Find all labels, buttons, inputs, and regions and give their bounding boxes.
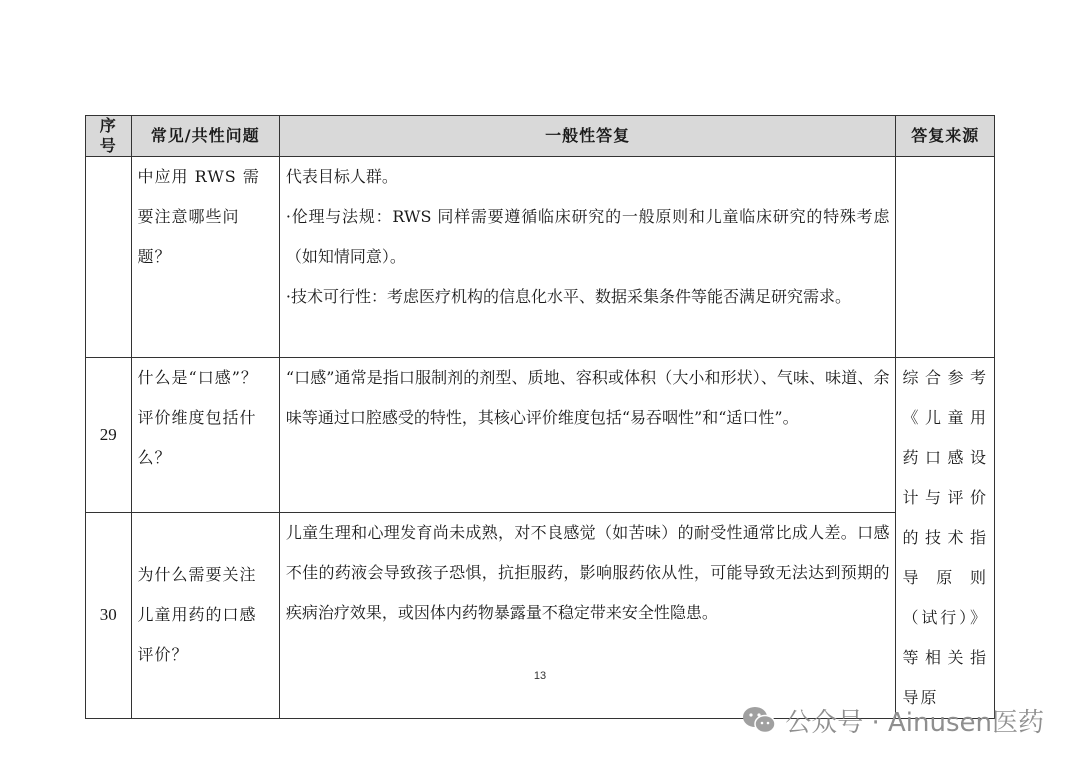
table-header-row (86, 116, 995, 157)
row-number: 29 (86, 358, 132, 513)
row-source: 综合参考《儿童用药口感设计与评价的技术指导原则（试行）》等相关指导原 (896, 358, 995, 719)
header-general-answer: 一般性答复 (279, 116, 896, 157)
header-serial-number: 序号 (86, 116, 132, 157)
row-question: 中应用 RWS 需要注意哪些问题？ (131, 157, 279, 358)
answer-paragraph: ·技术可行性：考虑医疗机构的信息化水平、数据采集条件等能否满足研究需求。 (285, 287, 851, 306)
page-number: 13 (533, 670, 547, 682)
row-number (86, 157, 132, 358)
row-source (896, 157, 995, 358)
wechat-icon (741, 705, 777, 735)
row-answer (279, 157, 896, 358)
table-row (86, 512, 995, 718)
header-answer-source: 答复来源 (896, 116, 995, 157)
table-row (86, 358, 995, 513)
row-question: 为什么需要关注儿童用药的口感评价？ (131, 512, 279, 718)
row-answer (279, 512, 896, 718)
answer-paragraph: ·伦理与法规：RWS 同样需要遵循临床研究的一般原则和儿童临床研究的特殊考虑（如知情同意）。 (285, 207, 890, 266)
header-common-question: 常见/共性问题 (131, 116, 279, 157)
row-answer (279, 358, 896, 513)
answer-paragraph: “口感”通常是指口服制剂的剂型、质地、容积或体积（大小和形状）、气味、味道、余味等通过口腔感受的特性，其核心评价维度包括“易吞咽性”和“适口性”。 (285, 368, 890, 427)
row-question: 什么是“口感”？评价维度包括什么？ (131, 358, 279, 513)
answer-paragraph: 代表目标人群。 (285, 167, 398, 186)
row-number: 30 (86, 512, 132, 718)
answer-paragraph: 儿童生理和心理发育尚未成熟，对不良感觉（如苦味）的耐受性通常比成人差。口感不佳的药液会导致孩子恐惧，抗拒服药，影响服药依从性，可能导致无法达到预期的疾病治疗效果，或因体内药物暴露量不稳定带来安全性隐患。 (285, 522, 890, 622)
watermark (741, 700, 1044, 740)
qa-table (85, 115, 995, 719)
watermark-text: 公众号 · Ainusen医药 (785, 707, 1044, 738)
table-row (86, 157, 995, 358)
